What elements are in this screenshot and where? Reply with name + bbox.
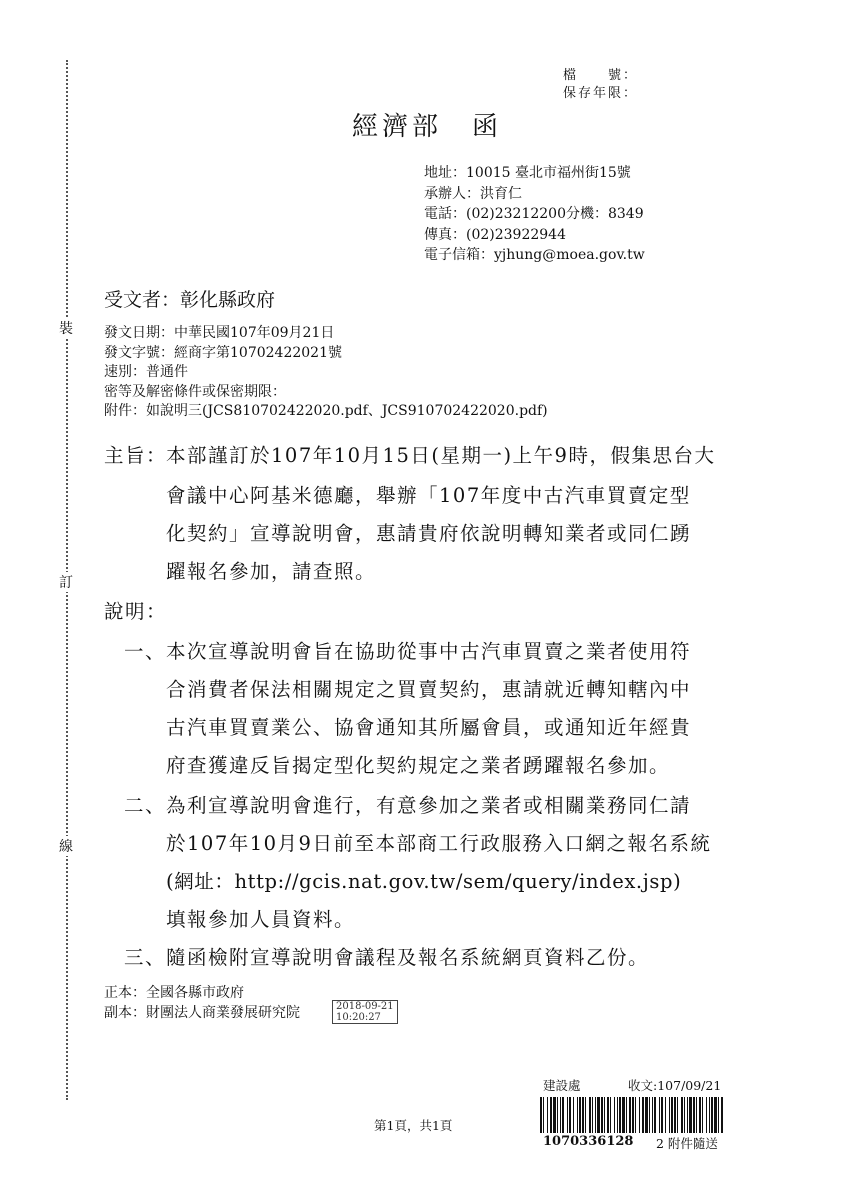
item-line: 本次宣導說明會旨在協助從事中古汽車買賣之業者使用符 <box>166 640 692 663</box>
barcode-bar <box>592 1097 593 1133</box>
stamp-date: 2018-09-21 <box>336 1001 394 1012</box>
document-title: 經濟部 函 <box>352 112 503 142</box>
barcode-bar <box>696 1097 697 1133</box>
item-line: 府查獲違反旨揭定型化契約規定之業者踴躍報名參加。 <box>166 754 671 777</box>
barcode-bar <box>665 1097 666 1133</box>
barcode-bar <box>714 1097 717 1133</box>
stamp-time: 10:20:27 <box>336 1012 381 1023</box>
contact-handler: 承辦人：洪育仁 <box>424 185 522 202</box>
barcode-bar <box>597 1097 600 1133</box>
receipt-stamp <box>332 1000 398 1024</box>
contact-block <box>424 163 645 266</box>
barcode-bar <box>617 1097 618 1133</box>
explanation-label: 說明： <box>104 600 168 623</box>
item-line: 於107年10月9日前至本部商工行政服務入口網之報名系統 <box>166 832 712 855</box>
barcode-bar <box>614 1097 615 1133</box>
barcode-bar <box>610 1097 611 1133</box>
recipient: 受文者：彰化縣政府 <box>104 289 276 311</box>
barcode-bar <box>604 1097 605 1133</box>
retention-label: 保存年限： <box>563 86 639 101</box>
item-line: 隨函檢附宣導說明會議程及報名系統網頁資料乙份。 <box>166 946 650 969</box>
barcode-bar <box>569 1097 571 1133</box>
barcode-bar <box>550 1097 552 1133</box>
copy-recipients: 副本：財團法人商業發展研究院 <box>104 1005 300 1021</box>
barcode-bar <box>669 1097 670 1133</box>
barcode-bar <box>684 1097 685 1133</box>
barcode-bar <box>607 1097 609 1133</box>
barcode-bar <box>687 1097 688 1133</box>
item-marker: 一、 <box>124 640 167 663</box>
barcode-bar <box>579 1097 581 1133</box>
barcode-bar <box>562 1097 564 1133</box>
barcode-bar <box>639 1097 640 1133</box>
barcode-bar <box>677 1097 678 1133</box>
item-marker: 三、 <box>124 946 167 969</box>
barcode-bar <box>540 1097 542 1133</box>
barcode-bar <box>582 1097 584 1133</box>
attachment-info: 附件：如說明三(JCS810702422020.pdf、JCS910702422020.pdf) <box>104 403 548 419</box>
barcode-bar <box>622 1097 625 1133</box>
barcode-bar <box>718 1097 719 1133</box>
barcode-bar <box>642 1097 644 1133</box>
receipt-number: 1070336128 <box>543 1134 634 1149</box>
barcode-bar <box>711 1097 713 1133</box>
contact-email: 電子信箱：yjhung@moea.gov.tw <box>424 247 645 263</box>
subject-label: 主旨： <box>104 444 168 467</box>
barcode-bar <box>706 1097 707 1133</box>
binding-char-ding: 訂 <box>58 572 74 592</box>
subject-line: 會議中心阿基米德廳，舉辦「107年度中古汽車買賣定型 <box>166 484 691 507</box>
issue-date: 發文日期：中華民國107年09月21日 <box>104 325 335 341</box>
barcode <box>540 1097 725 1133</box>
document-info <box>104 324 548 422</box>
barcode-bar <box>560 1097 561 1133</box>
barcode-bar <box>573 1097 574 1133</box>
barcode-bar <box>681 1097 683 1133</box>
contact-address: 地址：10015 臺北市福州街15號 <box>424 165 631 181</box>
receipt-date: 收文:107/09/21 <box>628 1078 722 1093</box>
barcode-bar <box>661 1097 663 1133</box>
item-line: 合消費者保法相關規定之買賣契約，惠請就近轉知轄內中 <box>166 678 692 701</box>
barcode-bar <box>659 1097 660 1133</box>
barcode-bar <box>557 1097 558 1133</box>
item-line: 古汽車買賣業公、協會通知其所屬會員，或通知近年經貴 <box>166 716 692 739</box>
barcode-bar <box>577 1097 578 1133</box>
subject-line: 本部謹訂於107年10月15日(星期一)上午9時，假集思台大 <box>166 444 716 467</box>
barcode-bar <box>693 1097 695 1133</box>
barcode-bar <box>629 1097 631 1133</box>
binding-char-zhuang: 裝 <box>58 318 74 338</box>
secrecy-level: 密等及解密條件或保密期限： <box>104 383 286 400</box>
page-number: 第1頁，共1頁 <box>374 1118 453 1133</box>
item-line: 填報參加人員資料。 <box>166 908 356 931</box>
item-line-url: (網址：http://gcis.nat.gov.tw/sem/query/index.jsp) <box>166 870 682 893</box>
speed-class: 速別：普通件 <box>104 364 188 380</box>
barcode-bar <box>709 1097 710 1133</box>
original-recipients: 正本：全國各縣市政府 <box>104 985 244 1001</box>
barcode-bar <box>702 1097 703 1133</box>
issue-number: 發文字號：經商字第10702422021號 <box>104 344 342 361</box>
barcode-bar <box>674 1097 676 1133</box>
barcode-bar <box>589 1097 591 1133</box>
receipt-department: 建設處 <box>543 1078 581 1093</box>
contact-fax: 傳真：(02)23922944 <box>424 226 566 243</box>
barcode-bar <box>654 1097 656 1133</box>
item-marker: 二、 <box>124 794 167 817</box>
barcode-bar <box>619 1097 621 1133</box>
subject-line: 化契約」宣導說明會，惠請貴府依說明轉知業者或同仁踴 <box>166 522 692 545</box>
barcode-bar <box>721 1097 723 1133</box>
subject-line: 躍報名參加，請查照。 <box>166 560 377 583</box>
barcode-bar <box>699 1097 701 1133</box>
barcode-bar <box>645 1097 648 1133</box>
contact-phone: 電話：(02)23212200分機：8349 <box>424 206 644 222</box>
barcode-bar <box>553 1097 556 1133</box>
barcode-bar <box>543 1097 544 1133</box>
binding-char-xian: 線 <box>58 836 74 856</box>
barcode-bar <box>652 1097 653 1133</box>
barcode-bar <box>649 1097 650 1133</box>
barcode-bar <box>626 1097 627 1133</box>
barcode-bar <box>567 1097 568 1133</box>
barcode-bar <box>635 1097 636 1133</box>
barcode-bar <box>585 1097 586 1133</box>
barcode-bar <box>595 1097 596 1133</box>
barcode-bar <box>547 1097 548 1133</box>
barcode-bar <box>671 1097 673 1133</box>
barcode-bar <box>689 1097 692 1133</box>
barcode-bar <box>601 1097 603 1133</box>
receipt-attachments: 2 附件隨送 <box>656 1136 718 1151</box>
file-number-label: 檔 號： <box>563 68 639 83</box>
barcode-bar <box>632 1097 634 1133</box>
item-line: 為利宣導說明會進行，有意參加之業者或相關業務同仁請 <box>166 794 692 817</box>
